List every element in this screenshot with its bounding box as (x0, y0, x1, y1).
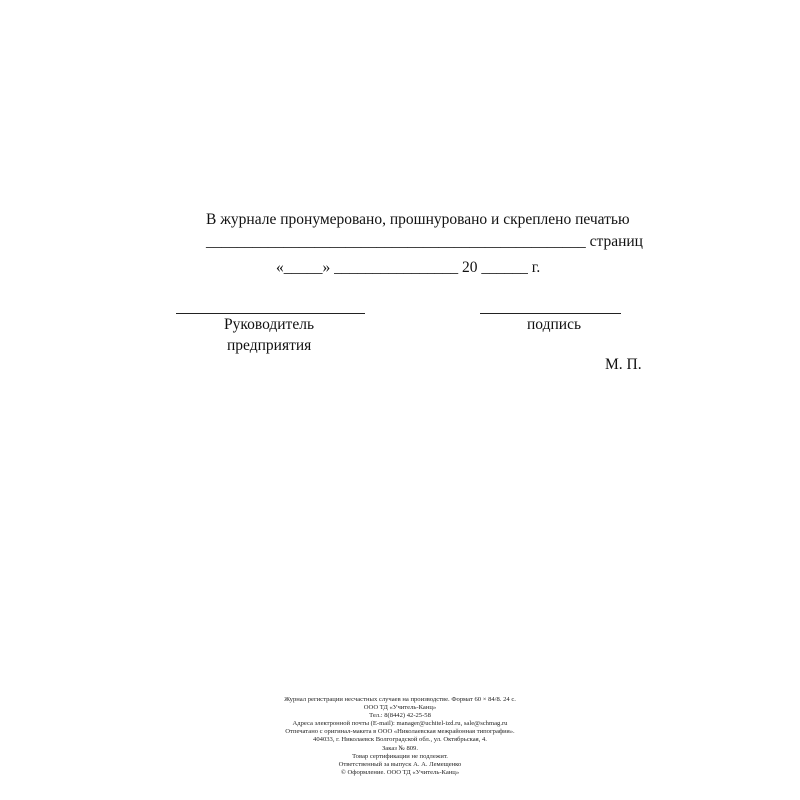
date-line: «_____» ________________ 20 ______ г. (276, 259, 541, 276)
stamp-place-label: М. П. (605, 356, 642, 373)
imprint-block (0, 696, 800, 777)
head-signature-line (176, 313, 365, 314)
imprint-line: 404033, г. Николаевск Волгоградской обл., ул. Октябрьская, 4. (313, 736, 487, 744)
imprint-line: Тел.: 8(8442) 42-25-58 (369, 712, 431, 720)
imprint-line: Товар сертификации не подлежит. (352, 752, 448, 760)
head-title-label-continued: предприятия (227, 337, 312, 354)
page-count-line: _________________________________________________ страниц (206, 233, 643, 250)
certification-statement: В журнале пронумеровано, прошнуровано и скреплено печатью (206, 211, 630, 228)
imprint-line: © Оформление. ООО ТД «Учитель-Канц» (340, 768, 460, 776)
head-title-label: Руководитель (224, 316, 315, 333)
imprint-line: Журнал регистрации несчастных случаев на производстве. Формат 60 × 84/8. 24 с. (284, 696, 516, 703)
imprint-line: ООО ТД «Учитель-Канц» (363, 704, 437, 712)
imprint-line: Ответственный за выпуск А. А. Лемещенко (338, 760, 462, 768)
imprint-line: Заказ № 809. (382, 744, 418, 752)
signature-line (480, 313, 621, 314)
signature-label: подпись (527, 316, 582, 333)
imprint-line: Отпечатано с оригинал-макета в ООО «Николаевская межрайонная типография». (285, 728, 515, 736)
imprint-line: Адреса электронной почты (E-mail): manager@uchitel-izd.ru, sale@schmag.ru (292, 720, 508, 728)
